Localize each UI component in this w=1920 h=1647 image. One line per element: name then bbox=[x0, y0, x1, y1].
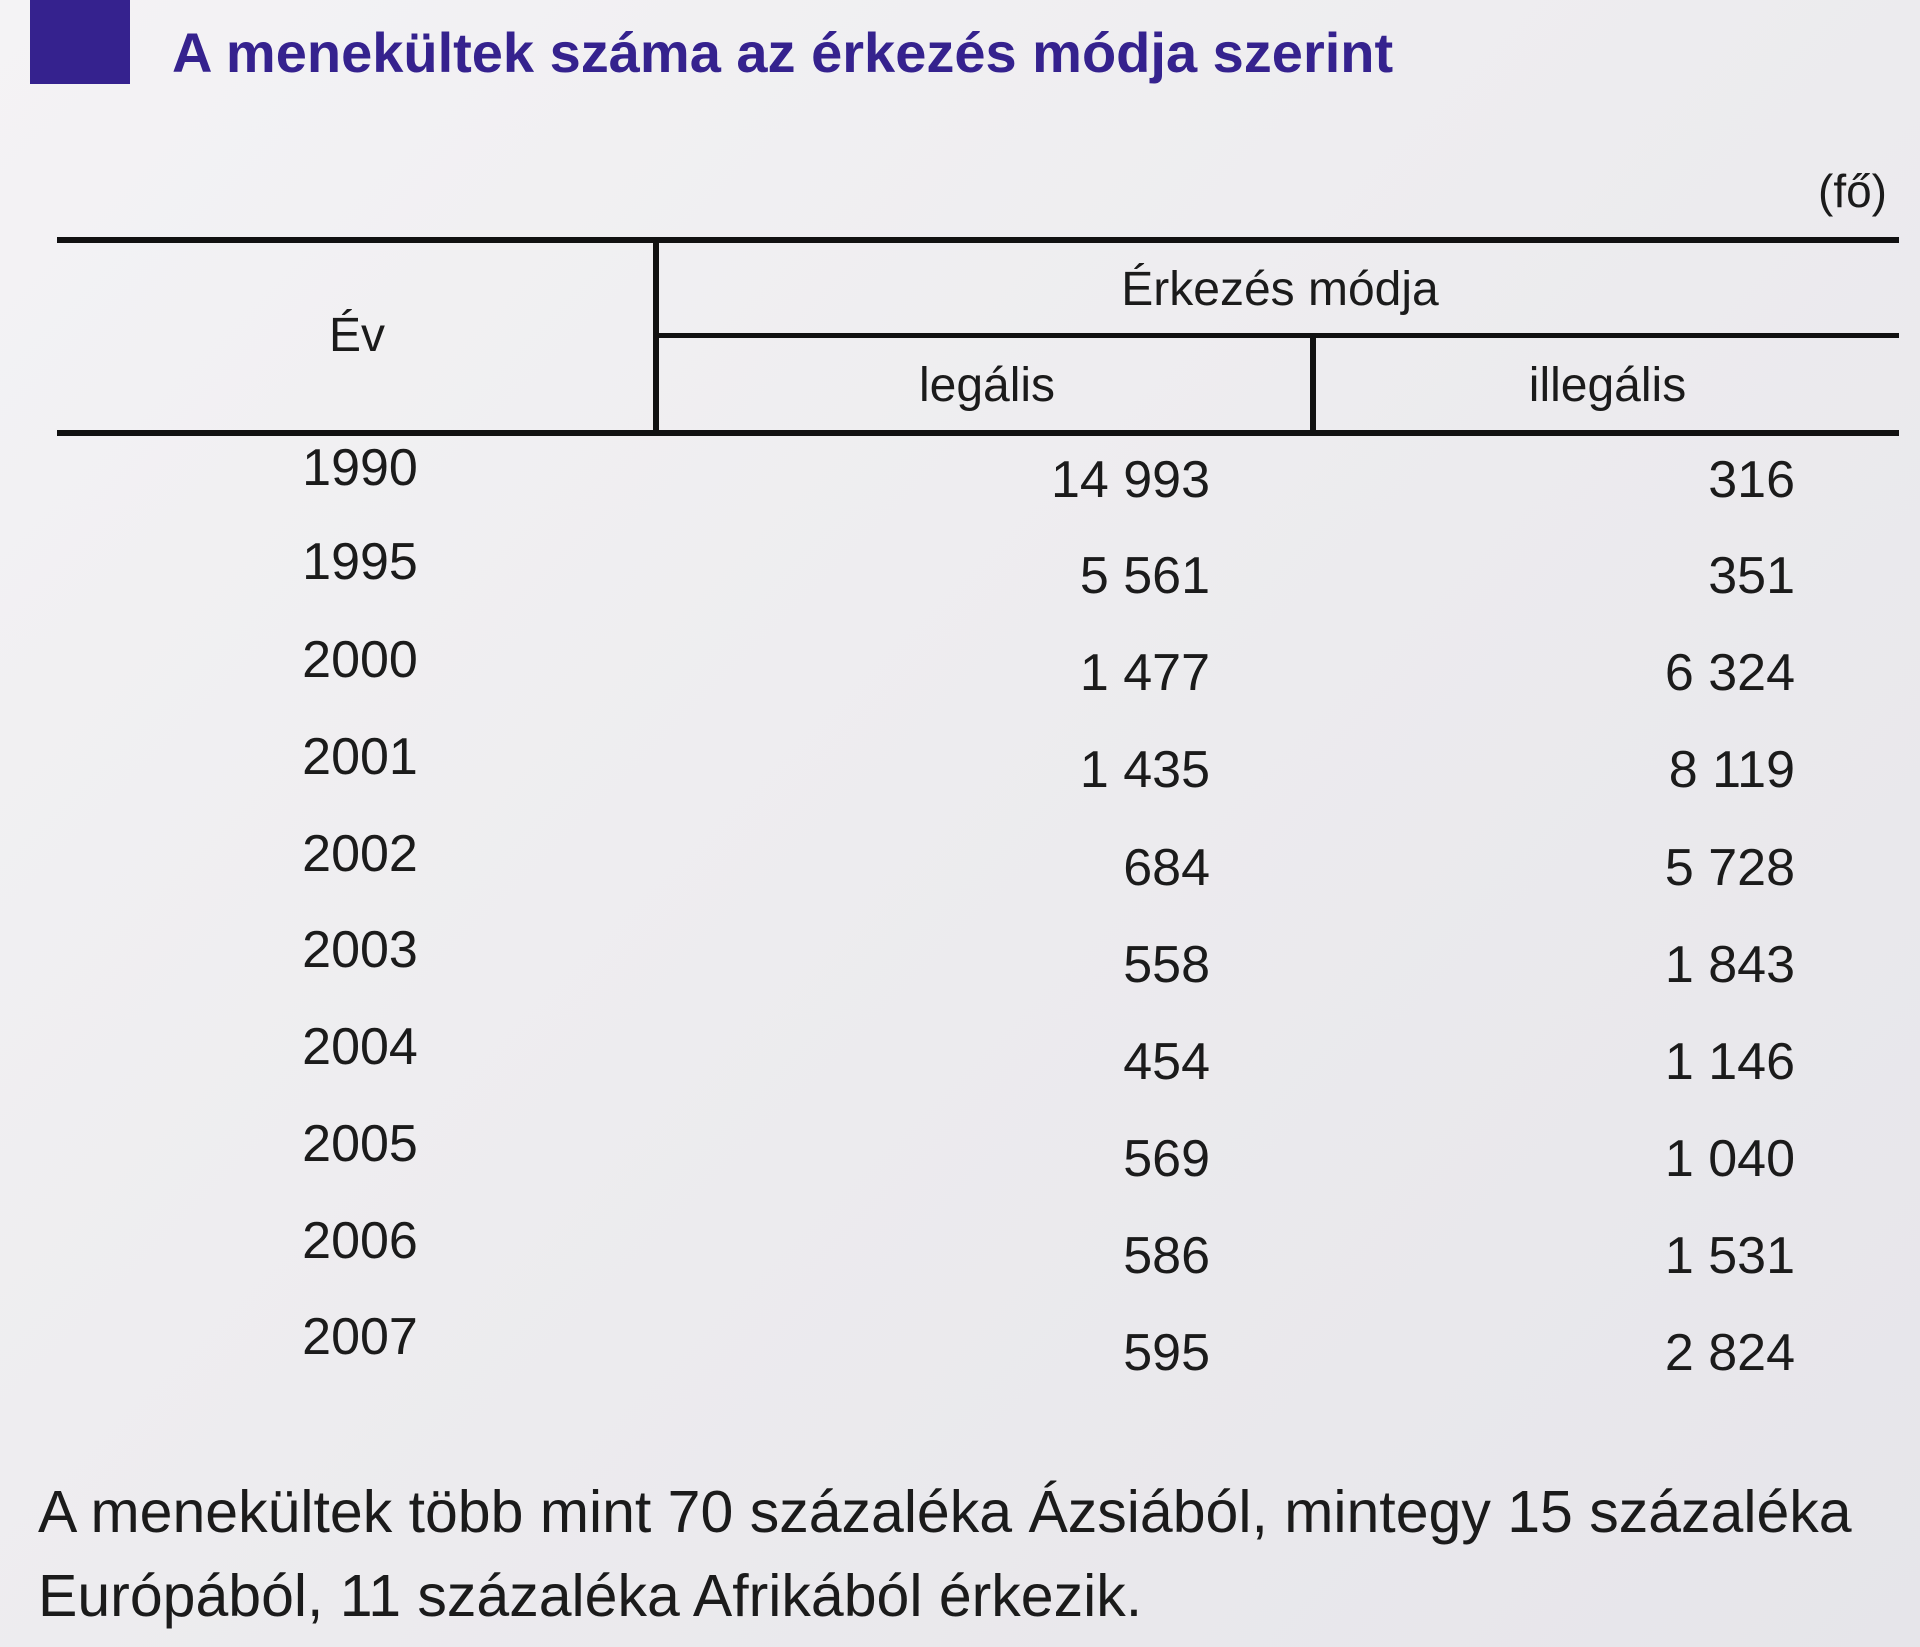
cell-legal: 595 bbox=[1123, 1324, 1210, 1382]
footnote-text: A menekültek több mint 70 százaléka Ázsiából, mintegy 15 százaléka Európából, 11 százaléka Afrikából érkezik. bbox=[38, 1479, 1852, 1629]
cell-illegal: 1 843 bbox=[1664, 936, 1795, 994]
header-legal: legális bbox=[918, 359, 1056, 412]
title-color-block bbox=[30, 0, 130, 84]
cell-year: 2000 bbox=[302, 631, 418, 689]
cell-year: 2001 bbox=[302, 728, 418, 786]
cell-legal: 454 bbox=[1123, 1033, 1210, 1091]
header-illegal: illegális bbox=[1528, 359, 1687, 412]
cell-legal: 558 bbox=[1123, 936, 1210, 994]
header-year: Év bbox=[328, 309, 385, 362]
cell-illegal: 316 bbox=[1708, 451, 1795, 509]
unit-label: (fő) bbox=[1818, 165, 1887, 217]
cell-illegal: 1 146 bbox=[1664, 1033, 1795, 1091]
cell-illegal: 351 bbox=[1708, 547, 1795, 605]
cell-legal: 1 477 bbox=[1079, 644, 1210, 702]
cell-illegal: 8 119 bbox=[1668, 741, 1795, 799]
header-arrival-mode: Érkezés módja bbox=[1121, 263, 1439, 316]
cell-illegal: 5 728 bbox=[1664, 839, 1795, 897]
page-title: A menekültek száma az érkezés módja szerint bbox=[172, 21, 1394, 84]
cell-illegal: 2 824 bbox=[1664, 1324, 1795, 1382]
table-header-bottom-rule bbox=[57, 430, 1899, 436]
cell-legal: 5 561 bbox=[1079, 547, 1210, 605]
cell-legal: 684 bbox=[1123, 839, 1210, 897]
cell-legal: 1 435 bbox=[1079, 741, 1210, 799]
cell-year: 2007 bbox=[302, 1308, 418, 1366]
cell-legal: 14 993 bbox=[1050, 451, 1210, 509]
cell-legal: 569 bbox=[1123, 1130, 1210, 1188]
cell-illegal: 6 324 bbox=[1664, 644, 1795, 702]
table-top-rule bbox=[57, 237, 1899, 243]
cell-legal: 586 bbox=[1123, 1227, 1210, 1285]
cell-year: 1995 bbox=[302, 533, 418, 591]
cell-year: 2005 bbox=[302, 1115, 418, 1173]
table-header-mid-rule bbox=[657, 333, 1899, 338]
cell-illegal: 1 040 bbox=[1664, 1130, 1795, 1188]
cell-year: 2004 bbox=[302, 1018, 418, 1076]
cell-year: 2002 bbox=[302, 825, 418, 883]
cell-year: 2003 bbox=[302, 921, 418, 979]
cell-year: 1990 bbox=[302, 439, 418, 497]
cell-year: 2006 bbox=[302, 1212, 418, 1270]
cell-illegal: 1 531 bbox=[1664, 1227, 1795, 1285]
